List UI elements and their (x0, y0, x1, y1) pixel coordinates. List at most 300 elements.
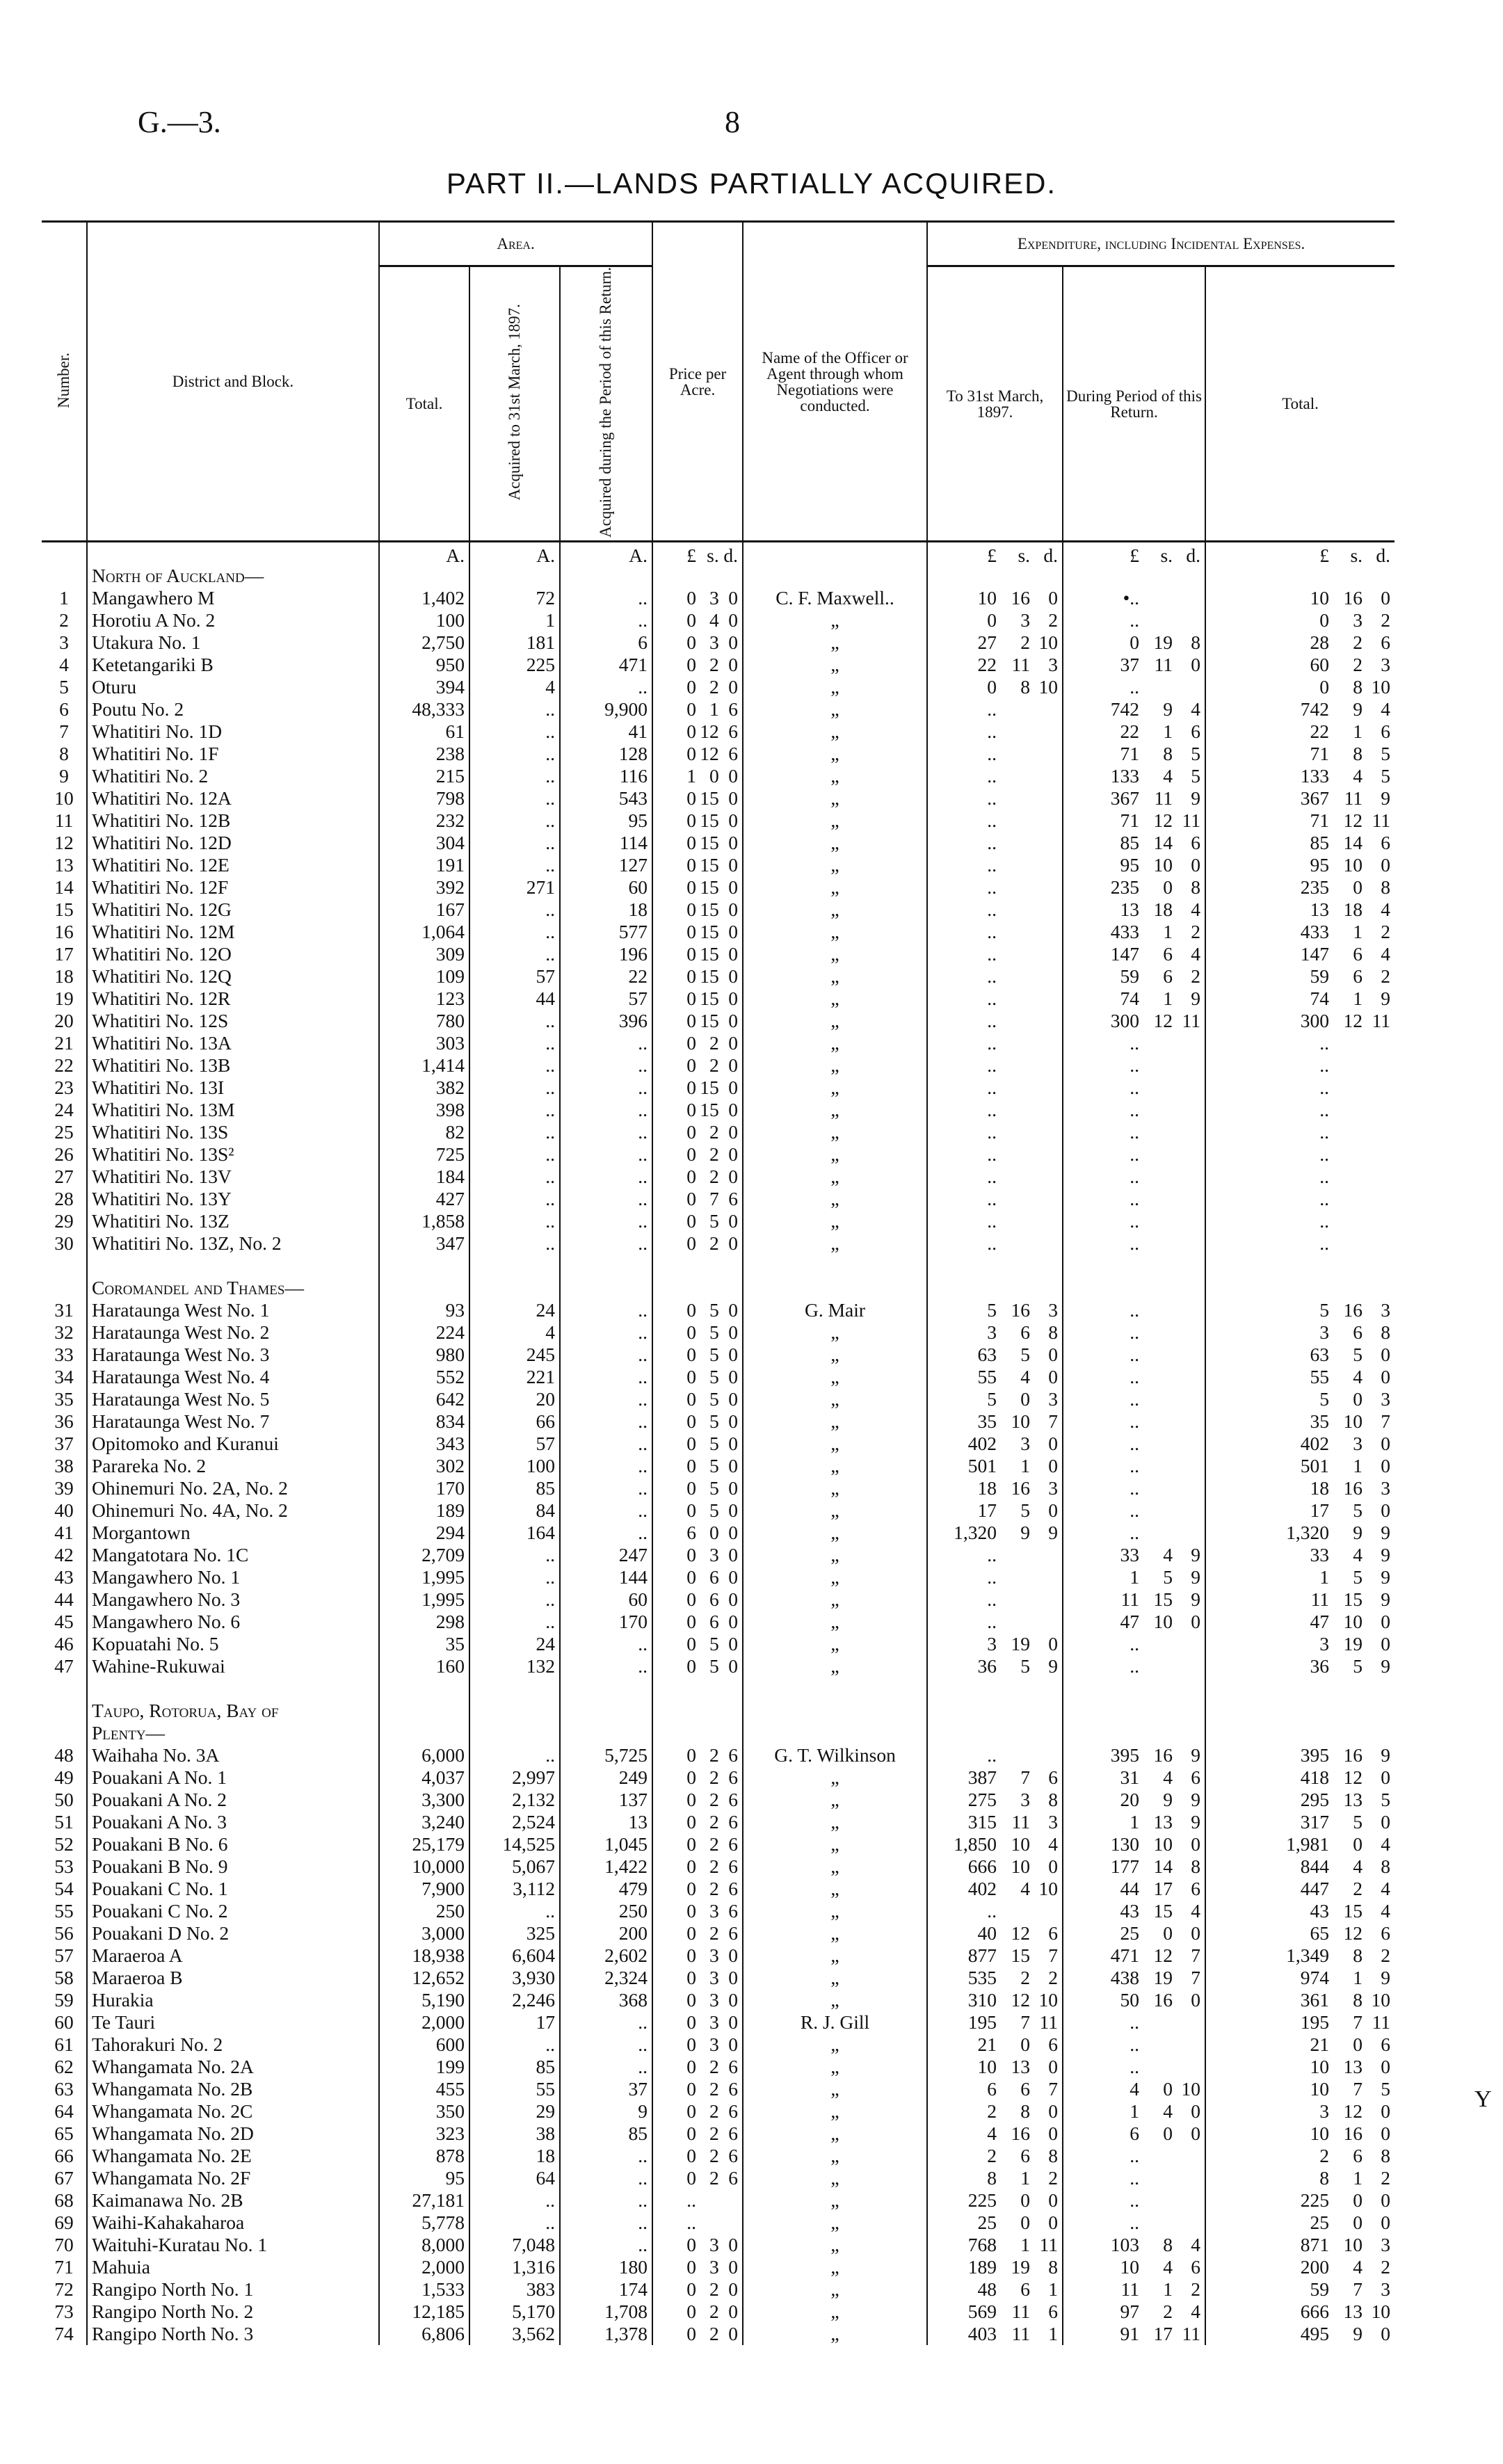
area-acquired-during: 1,422 (560, 1855, 652, 1878)
area-total: 8,000 (379, 2234, 469, 2256)
district-block: Pouakani B No. 9 (87, 1855, 379, 1878)
expenditure-total (1205, 1766, 1395, 1789)
gap-cell (87, 1677, 379, 1700)
expenditure-during-pence (1173, 1657, 1200, 1676)
expenditure-total-shillings: 7 (1353, 2011, 1363, 2034)
expenditure-to-pence: 6 (1048, 1766, 1059, 1789)
price-per-acre-pounds: 0 (686, 631, 696, 654)
area-acquired-to: 85 (469, 2056, 560, 2078)
area-acquired-during: .. (560, 1410, 652, 1433)
expenditure-during-pence (1173, 2146, 1200, 2166)
expenditure-during-pounds: .. (1130, 1455, 1140, 1477)
row-number: 59 (54, 1989, 74, 2011)
expenditure-total-shillings: 9 (1353, 1522, 1363, 1544)
expenditure-during-pounds: 50 (1120, 1989, 1140, 2011)
expenditure-to (927, 609, 1063, 631)
expenditure-to-shillings: 19 (1011, 2256, 1031, 2278)
expenditure-to-pounds: .. (987, 854, 997, 876)
table-row (42, 787, 1395, 810)
district-block: Whatitiri No. 12B (87, 810, 379, 832)
area-acquired-during: .. (560, 587, 652, 609)
expenditure-to-shillings: 12 (1011, 1989, 1031, 2011)
expenditure-during-pence: 5 (1191, 765, 1201, 787)
expenditure-total-pounds: 501 (1300, 1455, 1330, 1477)
price-per-acre-shillings: 3 (709, 1544, 719, 1566)
expenditure-total-shillings: 4 (1353, 765, 1363, 787)
table-row (42, 1210, 1395, 1232)
area-acquired-to: 181 (469, 631, 560, 654)
expenditure-to (927, 2301, 1063, 2323)
expenditure-total-shillings: 5 (1353, 1344, 1363, 1366)
expenditure-to (927, 2100, 1063, 2123)
expenditure-to (927, 1944, 1063, 1967)
expenditure-to-pounds: 5 (987, 1388, 997, 1410)
expenditure-during-pounds: 130 (1110, 1833, 1140, 1855)
unit-l: £ (1130, 544, 1140, 565)
district-block: Wahine-Rukuwai (87, 1655, 379, 1677)
expenditure-during (1063, 1811, 1205, 1833)
expenditure-total-shillings: 14 (1343, 832, 1363, 854)
expenditure-during (1063, 1210, 1205, 1232)
section-title: North of Auckland— (87, 565, 379, 587)
expenditure-during-pence: 2 (1191, 2278, 1201, 2301)
price-per-acre-pence: 0 (728, 1544, 739, 1566)
expenditure-total-shillings: 2 (1353, 1878, 1363, 1900)
expenditure-total-pence: 6 (1381, 720, 1391, 743)
area-acquired-to: 2,524 (469, 1811, 560, 1833)
expenditure-to-shillings (997, 766, 1030, 786)
price-per-acre (652, 587, 743, 609)
row-number: 45 (54, 1611, 74, 1633)
expenditure-total-pounds: .. (1319, 1143, 1330, 1166)
area-acquired-to: .. (469, 1010, 560, 1032)
price-per-acre-shillings: 3 (709, 2256, 719, 2278)
expenditure-during-shillings (1139, 677, 1173, 697)
district-block: Parareka No. 2 (87, 1455, 379, 1477)
price-per-acre-pounds: 6 (686, 1522, 696, 1544)
price-per-acre-pounds: 0 (686, 587, 696, 609)
unit-money (652, 542, 743, 565)
area-acquired-during: .. (560, 1455, 652, 1477)
table-row (42, 2189, 1395, 2212)
expenditure-to-pence (1030, 1167, 1058, 1186)
price-per-acre-shillings: 3 (709, 587, 719, 609)
area-total: 1,533 (379, 2278, 469, 2301)
section-blank (469, 1700, 560, 1722)
area-acquired-to: 225 (469, 654, 560, 676)
expenditure-during-shillings: 9 (1163, 1789, 1173, 1811)
area-total: 18,938 (379, 1944, 469, 1967)
area-acquired-during: .. (560, 1232, 652, 1255)
table-row (42, 1655, 1395, 1677)
expenditure-to-pence (1030, 1612, 1058, 1632)
area-total: 3,300 (379, 1789, 469, 1811)
expenditure-during-pounds: 147 (1110, 943, 1140, 965)
price-per-acre (652, 2256, 743, 2278)
expenditure-during-shillings (1139, 1345, 1173, 1364)
row-number: 66 (54, 2145, 74, 2167)
expenditure-to-pence (1030, 744, 1058, 764)
expenditure-total-pounds: 5 (1319, 1388, 1330, 1410)
area-acquired-to: 57 (469, 1433, 560, 1455)
expenditure-total (1205, 2011, 1395, 2034)
section-blank (743, 1722, 927, 1744)
price-per-acre-shillings: 5 (709, 1433, 719, 1455)
price-per-acre (652, 1499, 743, 1522)
expenditure-to (927, 1878, 1063, 1900)
price-per-acre-shillings: 3 (709, 1967, 719, 1989)
area-acquired-to: 14,525 (469, 1833, 560, 1855)
officer-name: „ (743, 1944, 927, 1967)
expenditure-during (1063, 854, 1205, 876)
area-acquired-during: .. (560, 1433, 652, 1455)
expenditure-total-shillings: 9 (1353, 698, 1363, 720)
area-total: 250 (379, 1900, 469, 1922)
expenditure-total-pence: 0 (1381, 1633, 1391, 1655)
expenditure-total-pence (1363, 1122, 1390, 1142)
header-total-area: Total. (379, 266, 469, 542)
officer-name: „ (743, 631, 927, 654)
expenditure-to-pounds: 2 (987, 2100, 997, 2123)
price-per-acre-shillings: 2 (709, 1032, 719, 1054)
area-acquired-to: .. (469, 832, 560, 854)
expenditure-during-pence: 9 (1191, 1566, 1201, 1588)
price-per-acre-pounds: 0 (686, 1032, 696, 1054)
expenditure-total-shillings: 8 (1353, 676, 1363, 698)
price-per-acre (652, 1366, 743, 1388)
price-per-acre-pence: 6 (728, 1744, 739, 1766)
price-per-acre (652, 1566, 743, 1588)
district-block: Opitomoko and Kuranui (87, 1433, 379, 1455)
expenditure-during-pounds: .. (1130, 1499, 1140, 1522)
expenditure-during (1063, 2212, 1205, 2234)
price-per-acre-shillings: 15 (700, 988, 719, 1010)
expenditure-total (1205, 2167, 1395, 2189)
expenditure-total-shillings: 16 (1343, 1477, 1363, 1499)
expenditure-total (1205, 1477, 1395, 1499)
expenditure-to (927, 1499, 1063, 1522)
area-acquired-to: 245 (469, 1344, 560, 1366)
expenditure-total (1205, 1010, 1395, 1032)
table-row (42, 1766, 1395, 1789)
expenditure-during-shillings: 2 (1163, 2301, 1173, 2323)
expenditure-to (927, 1588, 1063, 1611)
gap-cell (560, 1677, 652, 1700)
expenditure-total-pounds: 8 (1319, 2167, 1330, 2189)
expenditure-total-shillings (1329, 1078, 1363, 1097)
table-row (42, 1166, 1395, 1188)
area-acquired-to: 1 (469, 609, 560, 631)
section-blank (927, 1277, 1063, 1299)
expenditure-during (1063, 676, 1205, 698)
district-block: Harataunga West No. 7 (87, 1410, 379, 1433)
officer-name: „ (743, 943, 927, 965)
price-per-acre-shillings: 5 (709, 1366, 719, 1388)
price-per-acre-pounds: 0 (686, 943, 696, 965)
expenditure-total-pounds: 495 (1300, 2323, 1330, 2345)
price-per-acre-pence: 0 (728, 854, 739, 876)
area-total: 343 (379, 1433, 469, 1455)
gap-cell (1205, 1255, 1395, 1277)
area-acquired-to: .. (469, 698, 560, 720)
price-per-acre (652, 1944, 743, 1967)
price-per-acre-shillings: 12 (700, 743, 719, 765)
price-per-acre-pounds: 0 (686, 921, 696, 943)
price-per-acre-shillings: 2 (709, 2123, 719, 2145)
expenditure-total-pence: 9 (1381, 787, 1391, 810)
expenditure-during-shillings: 0 (1163, 876, 1173, 899)
area-total: 780 (379, 1010, 469, 1032)
table-row (42, 2256, 1395, 2278)
district-block: Whatitiri No. 1D (87, 720, 379, 743)
expenditure-to-shillings: 10 (1011, 1410, 1031, 1433)
expenditure-to-pence: 0 (1048, 1433, 1059, 1455)
price-per-acre (652, 1833, 743, 1855)
price-per-acre-pence: 0 (728, 1477, 739, 1499)
section-blank (652, 1700, 743, 1722)
area-acquired-during: .. (560, 1143, 652, 1166)
price-per-acre (652, 787, 743, 810)
expenditure-total-shillings: 6 (1353, 943, 1363, 965)
row-number: 73 (54, 2301, 74, 2323)
expenditure-during-shillings (1139, 1033, 1173, 1053)
price-per-acre-shillings: 2 (709, 676, 719, 698)
expenditure-during-pence (1173, 1301, 1200, 1320)
area-acquired-to: .. (469, 1900, 560, 1922)
expenditure-during-shillings: 0 (1163, 2123, 1173, 2145)
expenditure-total-pence: 8 (1381, 876, 1391, 899)
expenditure-total-pounds: 36 (1310, 1655, 1330, 1677)
expenditure-during (1063, 2034, 1205, 2056)
price-per-acre-pounds: 0 (686, 2323, 696, 2345)
expenditure-to (927, 2323, 1063, 2345)
price-per-acre-pence: 0 (728, 1588, 739, 1611)
expenditure-to-pence: 2 (1048, 609, 1059, 631)
expenditure-total-pence: 9 (1381, 1566, 1391, 1588)
price-per-acre-pounds: 0 (686, 1855, 696, 1878)
price-per-acre-shillings: 2 (709, 1789, 719, 1811)
area-acquired-during: .. (560, 1633, 652, 1655)
expenditure-total-pounds: 3 (1319, 2100, 1330, 2123)
price-per-acre-pence: 0 (728, 1989, 739, 2011)
gap-cell (743, 1255, 927, 1277)
price-per-acre (652, 965, 743, 988)
officer-name: „ (743, 1522, 927, 1544)
price-per-acre-pence: 6 (728, 1811, 739, 1833)
expenditure-during (1063, 1499, 1205, 1522)
expenditure-to-pence: 8 (1048, 1789, 1059, 1811)
expenditure-to-pounds: 36 (977, 1655, 997, 1677)
officer-name: „ (743, 1766, 927, 1789)
section-blank (1205, 1722, 1395, 1744)
expenditure-to-shillings (997, 789, 1030, 808)
officer-name: „ (743, 1499, 927, 1522)
area-total: 10,000 (379, 1855, 469, 1878)
expenditure-during-shillings (1139, 1479, 1173, 1498)
expenditure-to (927, 1232, 1063, 1255)
expenditure-total-pence: 5 (1381, 743, 1391, 765)
expenditure-during-pence (1173, 1033, 1200, 1053)
price-per-acre (652, 654, 743, 676)
district-block: Whangamata No. 2D (87, 2123, 379, 2145)
expenditure-to-pence: 8 (1048, 2145, 1059, 2167)
expenditure-during-pounds: 37 (1120, 654, 1140, 676)
expenditure-during-pounds: .. (1130, 1344, 1140, 1366)
district-block: Whatitiri No. 12R (87, 988, 379, 1010)
price-per-acre-pence: 0 (728, 2323, 739, 2345)
expenditure-to-shillings: 15 (1011, 1944, 1031, 1967)
expenditure-during-pence: 4 (1191, 2301, 1201, 2323)
expenditure-total-pounds: 3 (1319, 1633, 1330, 1655)
expenditure-total-shillings: 8 (1353, 1944, 1363, 1967)
expenditure-to-pence: 0 (1048, 1633, 1059, 1655)
expenditure-to-pounds: 27 (977, 631, 997, 654)
area-total: 7,900 (379, 1878, 469, 1900)
price-per-acre-shillings: 6 (709, 1566, 719, 1588)
officer-name: „ (743, 1166, 927, 1188)
officer-name: „ (743, 1077, 927, 1099)
officer-name: „ (743, 1121, 927, 1143)
expenditure-to-pounds: 6 (987, 2078, 997, 2100)
expenditure-during-pence: 0 (1191, 1611, 1201, 1633)
expenditure-to (927, 587, 1063, 609)
area-acquired-to: 383 (469, 2278, 560, 2301)
expenditure-to-pence: 0 (1048, 1455, 1059, 1477)
officer-name: „ (743, 2100, 927, 2123)
price-per-acre-shillings: 5 (709, 1410, 719, 1433)
expenditure-during-pence (1173, 1412, 1200, 1431)
price-per-acre-pounds: 0 (686, 1232, 696, 1255)
row-number: 52 (54, 1833, 74, 1855)
row-number: 12 (54, 832, 74, 854)
row-number: 29 (54, 1210, 74, 1232)
row-number: 30 (54, 1232, 74, 1255)
expenditure-during (1063, 1054, 1205, 1077)
expenditure-to-pence (1030, 811, 1058, 830)
area-acquired-during: 250 (560, 1900, 652, 1922)
expenditure-total-shillings: 12 (1343, 810, 1363, 832)
expenditure-to-shillings: 7 (1020, 1766, 1031, 1789)
expenditure-to-shillings (997, 1545, 1030, 1565)
expenditure-to-shillings: 12 (1011, 1922, 1031, 1944)
expenditure-total-pounds: 22 (1310, 720, 1330, 743)
expenditure-total-shillings: 3 (1353, 1433, 1363, 1455)
expenditure-to-shillings (997, 1145, 1030, 1164)
expenditure-total-pounds: 0 (1319, 609, 1330, 631)
officer-name: „ (743, 1544, 927, 1566)
expenditure-during-pounds: 91 (1120, 2323, 1140, 2345)
expenditure-during-pence (1173, 1523, 1200, 1543)
section-blank (1063, 1700, 1205, 1722)
expenditure-to-pence (1030, 1011, 1058, 1031)
expenditure-total (1205, 1366, 1395, 1388)
expenditure-during (1063, 2323, 1205, 2345)
expenditure-to (927, 2078, 1063, 2100)
area-total: 834 (379, 1410, 469, 1433)
expenditure-during-pence (1173, 2013, 1200, 2032)
expenditure-total (1205, 899, 1395, 921)
expenditure-total-pence (1363, 1100, 1390, 1120)
area-acquired-to: .. (469, 2212, 560, 2234)
expenditure-during-pence (1173, 1167, 1200, 1186)
expenditure-during-pounds: .. (1130, 1077, 1140, 1099)
area-acquired-to: 2,132 (469, 1789, 560, 1811)
table-row (42, 676, 1395, 698)
area-total: 2,709 (379, 1544, 469, 1566)
area-acquired-during: 1,378 (560, 2323, 652, 2345)
section-blank (1063, 1277, 1205, 1299)
expenditure-during (1063, 1544, 1205, 1566)
expenditure-total-shillings: 6 (1353, 1321, 1363, 1344)
expenditure-to (927, 832, 1063, 854)
area-acquired-to: 3,562 (469, 2323, 560, 2345)
officer-name: „ (743, 1032, 927, 1054)
area-acquired-during: 37 (560, 2078, 652, 2100)
expenditure-to-shillings (997, 900, 1030, 919)
expenditure-to-pence: 2 (1048, 2167, 1059, 2189)
officer-name: „ (743, 1010, 927, 1032)
expenditure-to-pounds: 18 (977, 1477, 997, 1499)
district-block: Whangamata No. 2F (87, 2167, 379, 2189)
expenditure-to (927, 1299, 1063, 1321)
price-per-acre-pounds: 0 (686, 1410, 696, 1433)
price-per-acre-pence: 6 (728, 698, 739, 720)
expenditure-total-pounds: 225 (1300, 2189, 1330, 2212)
price-per-acre-shillings: 2 (709, 1766, 719, 1789)
price-per-acre (652, 1544, 743, 1566)
expenditure-total-pence: 0 (1381, 1366, 1391, 1388)
price-per-acre-pounds: 0 (686, 1922, 696, 1944)
row-number: 63 (54, 2078, 74, 2100)
price-per-acre-shillings: 4 (709, 609, 719, 631)
price-per-acre-pence: 0 (728, 631, 739, 654)
expenditure-total-pounds: 74 (1310, 988, 1330, 1010)
expenditure-total-pounds: 361 (1300, 1989, 1330, 2011)
expenditure-during-shillings: 11 (1154, 654, 1173, 676)
price-per-acre-shillings: 3 (709, 1900, 719, 1922)
expenditure-to (927, 1455, 1063, 1477)
expenditure-total-shillings: 15 (1343, 1900, 1363, 1922)
expenditure-total-pounds: 59 (1310, 2278, 1330, 2301)
expenditure-during-pence: 0 (1191, 1922, 1201, 1944)
price-per-acre-pounds: 0 (686, 899, 696, 921)
section-blank (1205, 1277, 1395, 1299)
expenditure-total-shillings: 13 (1343, 2056, 1363, 2078)
expenditure-during (1063, 1744, 1205, 1766)
expenditure-total (1205, 965, 1395, 988)
area-acquired-to: 3,930 (469, 1967, 560, 1989)
expenditure-during-shillings (1139, 1056, 1173, 1075)
expenditure-to-pounds: .. (987, 1143, 997, 1166)
expenditure-total-shillings: 10 (1343, 1410, 1363, 1433)
expenditure-to-shillings (997, 1590, 1030, 1609)
price-per-acre-shillings: 15 (700, 965, 719, 988)
header-officer: Name of the Officer or Agent through whom Negotiations were conducted. (743, 222, 927, 542)
price-per-acre (652, 1811, 743, 1833)
expenditure-during-pounds: .. (1130, 1210, 1140, 1232)
area-acquired-to: .. (469, 787, 560, 810)
expenditure-during-shillings: 0 (1163, 1922, 1173, 1944)
price-per-acre-shillings: 15 (700, 1010, 719, 1032)
expenditure-during-shillings (1139, 1122, 1173, 1142)
expenditure-total-pounds: 13 (1310, 899, 1330, 921)
section-title: Coromandel and Thames— (87, 1277, 379, 1299)
expenditure-during-pence: 8 (1191, 876, 1201, 899)
expenditure-to-pounds: 1,850 (954, 1833, 997, 1855)
section-blank (652, 1277, 743, 1299)
section-blank (652, 1722, 743, 1744)
area-acquired-during: .. (560, 1344, 652, 1366)
